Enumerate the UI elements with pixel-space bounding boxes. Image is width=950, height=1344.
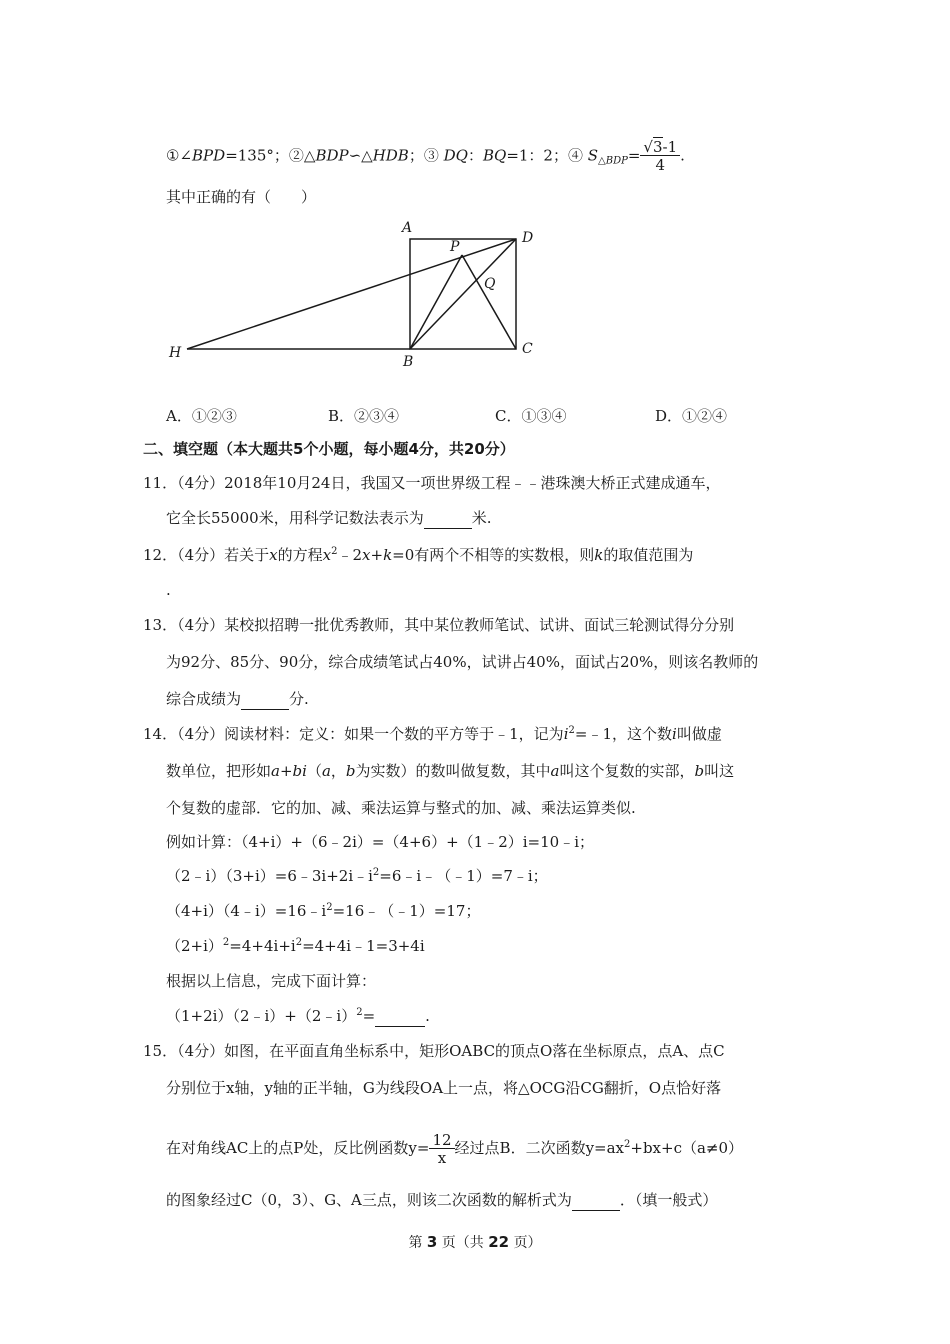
page-footer: 第 3 页（共 22 页）: [408, 1233, 542, 1251]
q15-line-3: 在对角线AC上的点P处，反比例函数y= $\frac{12}{x}$ 经过点B．二次函数$y=ax^2+bx+c(a\ne 0)$: [166, 1130, 744, 1167]
fraction-sqrt3-minus1-over-4: $\frac{√3-1}{4}$: [640, 140, 680, 173]
q12-line-1: 12．（4分）若关于x的方程$x^2﹣2x+k=0$有两个不相等的实数根，则k的取值范围为: [143, 546, 694, 564]
segment-BP: [410, 255, 462, 349]
answer-blank[interactable]: [572, 1190, 620, 1211]
label-A: A: [402, 220, 413, 236]
geometry-figure: [160, 218, 540, 374]
q13-line-3: 综合成绩为 分.: [166, 690, 309, 708]
option-b[interactable]: B．②③④: [328, 407, 400, 425]
q14-line-3: 个复数的虚部．它的加、减、乘法运算与整式的加、减、乘法运算类似.: [166, 799, 636, 817]
statement-2-mark: ②△: [288, 146, 316, 165]
q13-line-2: 为92分、85分、90分，综合成绩笔试占40%，试讲占40%，面试占20%，则该名教师的: [166, 653, 759, 671]
q14-example-4: $(2+i)^2=4+4i+i^2=4+4i﹣1=3+4i$: [166, 937, 425, 955]
q14-line-2: 数单位，把形如a+bi（a，b为实数）的数叫做复数，其中a叫这个复数的实部，b叫这: [166, 762, 735, 780]
q14-line-1: 14．（4分）阅读材料：定义：如果一个数的平方等于﹣1，记为$i^2=﹣1$，这个数i叫做虚: [143, 725, 722, 743]
option-a[interactable]: A．①②③: [166, 407, 237, 425]
q13-line-1: 13．（4分）某校拟招聘一批优秀教师，其中某位教师笔试、试讲、面试三轮测试得分分别: [143, 616, 735, 634]
q14-example-3: $(4+i)(4﹣i)=16﹣i^2=16﹣(﹣1)=17$；: [166, 902, 481, 920]
label-Q: Q: [484, 276, 496, 292]
q11-line-2: 它全长55000米，用科学记数法表示为 米.: [166, 509, 492, 527]
answer-blank[interactable]: [375, 1006, 425, 1027]
q15-line-1: 15．（4分）如图，在平面直角坐标系中，矩形OABC的顶点O落在坐标原点，点A、点C: [143, 1042, 725, 1060]
section-2-title: 二、填空题（本大题共5个小题，每小题4分，共20分）: [143, 440, 515, 458]
q14-example-2: $(2﹣i)(3+i)=6﹣3i+2i﹣i^2=6﹣i﹣(﹣1)=7﹣i$；: [166, 867, 548, 885]
total-pages: 22: [488, 1233, 510, 1251]
q14-line-8: 根据以上信息，完成下面计算：: [166, 972, 377, 990]
label-B: B: [403, 354, 414, 370]
statement-3-mark: ③: [423, 146, 444, 165]
q11-line-1: 11．（4分）2018年10月24日，我国又一项世界级工程﹣﹣港珠澳大桥正式建成通车，: [143, 474, 721, 492]
page-number: 3: [426, 1233, 438, 1251]
label-P: P: [450, 239, 460, 255]
segment-HD: [187, 239, 516, 349]
option-d[interactable]: D．①②④: [655, 407, 728, 425]
answer-blank[interactable]: [241, 689, 289, 710]
q14-example-1: 例如计算：（4+i）+（6﹣2i）=（4+6）+（1﹣2）i=10﹣i；: [166, 833, 594, 851]
q12-line-2: .: [166, 581, 171, 599]
q14-line-9: （1+2i）（2﹣i）+（2﹣i）$^2$= .: [166, 1007, 430, 1025]
q10-question: 其中正确的有（ ）: [166, 188, 317, 206]
statement-4-mark: ④: [567, 146, 588, 165]
option-c[interactable]: C．①③④: [495, 407, 567, 425]
q15-line-2: 分别位于x轴，y轴的正半轴，G为线段OA上一点，将△OCG沿CG翻折，O点恰好落: [166, 1079, 722, 1097]
label-C: C: [522, 341, 533, 357]
answer-blank[interactable]: [424, 508, 472, 529]
q10-statements: ①∠BPD=135°；②△BDP∽△HDB；③ DQ：BQ=1：2；④ $S_{\triangle BDP}=$ $\frac{√3-1}{4}$ .: [166, 138, 685, 174]
segment-PC: [462, 255, 516, 349]
label-H: H: [169, 345, 182, 361]
label-D: D: [522, 230, 534, 246]
statement-1-mark: ①: [166, 146, 180, 165]
fraction-12-over-x: $\frac{12}{x}$: [429, 1133, 454, 1166]
q15-line-4: 的图象经过C（0，3）、G、A三点，则该二次函数的解析式为 ．（填一般式）: [166, 1191, 718, 1209]
